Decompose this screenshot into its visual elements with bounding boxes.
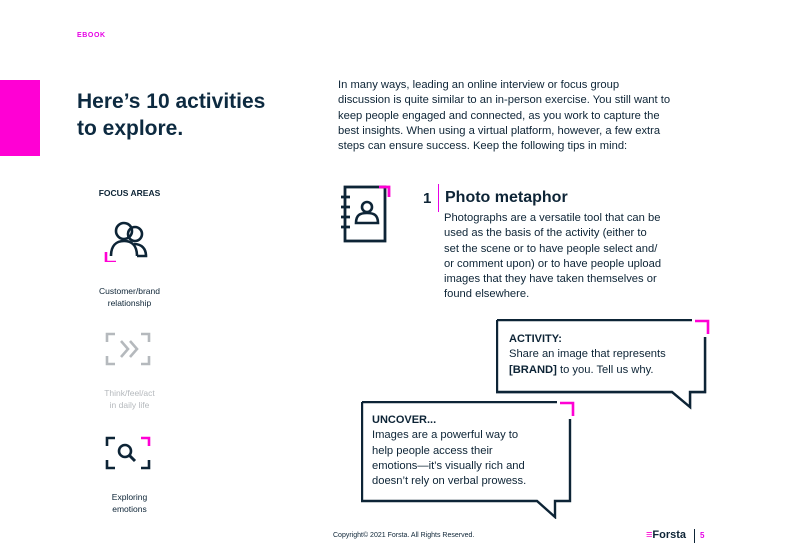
page-title: [77, 88, 317, 142]
intro-line: In many ways, leading an online interview or focus group: [338, 79, 620, 91]
focus-label-line: relationship: [107, 298, 152, 308]
activity-number: 1: [423, 190, 432, 207]
activity-description: [444, 211, 706, 303]
activity-description-line: found elsewhere.: [444, 288, 530, 301]
intro-paragraph: [338, 78, 713, 154]
activity-callout: [496, 319, 710, 411]
accent-bar: [0, 80, 40, 156]
intro-line: discussion is quite similar to an in-person exercise. You still want to: [338, 94, 671, 107]
uncover-callout-line: help people access their: [372, 444, 493, 457]
page-number: 5: [700, 531, 705, 540]
focus-label-exploring-emotions: [72, 491, 187, 515]
focus-label-customer-brand: [72, 285, 187, 309]
ebook-tag: EBOOK: [77, 32, 106, 39]
photo-album-icon: [341, 183, 393, 245]
forsta-logo-text: Forsta: [652, 529, 687, 541]
uncover-callout-line: Images are a powerful way to: [372, 429, 519, 442]
brand-placeholder: [BRAND]: [509, 363, 557, 376]
intro-line: best insights. When using a virtual platform, however, a few extra: [338, 124, 661, 137]
activity-callout-text: [509, 332, 699, 378]
forsta-logo-mark: ≡: [646, 529, 653, 541]
uncover-callout-line: emotions—it’s visually rich and: [372, 459, 525, 472]
activity-callout-line-2: [509, 363, 699, 378]
activity-title: Photo metaphor: [445, 189, 568, 206]
focus-label-line: emotions: [112, 504, 147, 514]
focus-item-customer-brand: [72, 218, 187, 309]
focus-item-exploring-emotions: [72, 434, 187, 515]
magnifier-frame-icon: [104, 434, 154, 478]
uncover-callout-line: doesn’t rely on verbal prowess.: [372, 475, 527, 488]
page-number-divider: [694, 529, 695, 543]
activity-description-line: Photographs are a versatile tool that can be: [444, 212, 661, 224]
chevrons-frame-icon: [104, 330, 154, 374]
activity-description-line: used as the basis of the activity (either to: [444, 227, 647, 240]
uncover-callout-heading: UNCOVER...: [372, 414, 437, 426]
focus-label-line: in daily life: [109, 400, 150, 410]
page-title-line-2: to explore.: [77, 117, 184, 140]
focus-item-think-feel-act: [72, 330, 187, 411]
copyright-text: Copyright© 2021 Forsta. All Rights Reserved.: [333, 532, 475, 539]
activity-description-line: set the scene or to have people select and/: [444, 242, 658, 255]
page-title-line-1: Here’s 10 activities: [77, 90, 266, 113]
focus-label-line: Exploring: [111, 492, 148, 502]
activity-callout-heading: ACTIVITY:: [509, 333, 562, 345]
uncover-callout-text: [372, 413, 562, 489]
forsta-logo: [646, 529, 686, 541]
focus-areas-heading: FOCUS AREAS: [98, 188, 161, 198]
focus-label-line: Think/feel/act: [104, 388, 155, 398]
intro-line: steps can ensure success. Keep the following tips in mind:: [338, 140, 628, 153]
activity-callout-rest: to you. Tell us why.: [556, 363, 654, 376]
focus-label-think-feel-act: [72, 387, 187, 411]
activity-number-divider: [438, 184, 439, 212]
activity-description-line: or comment upon) or to have people upload: [444, 257, 662, 270]
activity-callout-line: Share an image that represents: [509, 348, 666, 361]
uncover-callout: [361, 401, 575, 519]
focus-label-line: Customer/brand: [99, 286, 160, 296]
activity-description-line: images that they have taken themselves or: [444, 273, 657, 286]
people-icon: [104, 218, 154, 262]
intro-line: keep people engaged and connected, as you work to capture the: [338, 109, 660, 122]
